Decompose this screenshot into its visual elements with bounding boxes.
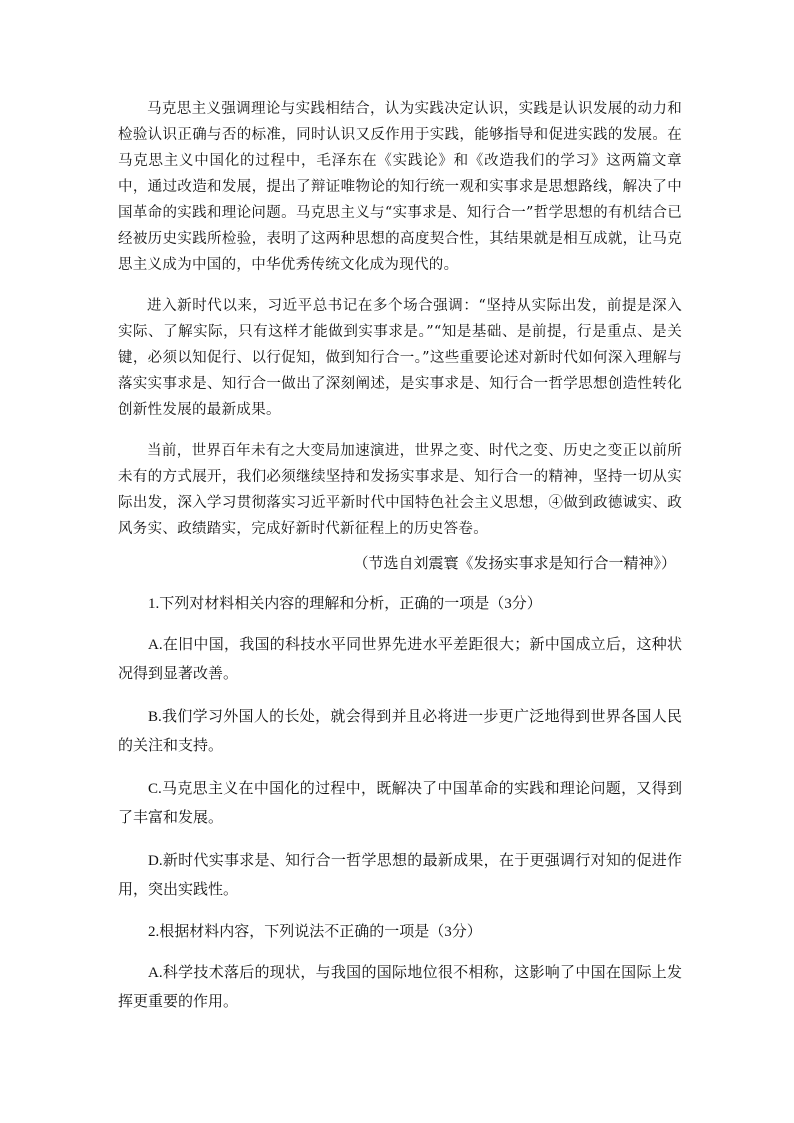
question-1-stem: 1.下列对材料相关内容的理解和分析，正确的一项是（3分）: [148, 596, 542, 612]
passage-paragraph-2: 进入新时代以来，习近平总书记在多个场合强调：“坚持从实际出发，前提是深入实际、了解实际，只有这样才能做到实事求是。”“知是基础、是前提，行是重点、是关键，必须以知促行、以行促知，做到知行合一。”这些重要论述对新时代如何深入理解与落实实事求是、知行合一做出了深刻阐述，是实事求是、知行合一哲学思想创造性转化创新性发展的最新成果。: [118, 298, 682, 418]
question-1-option-c: C.马克思主义在中国化的过程中，既解决了中国革命的实践和理论问题，又得到了丰富和发展。: [118, 781, 682, 826]
passage-source: （节选自刘震寰《发扬实事求是知行合一精神》）: [353, 556, 676, 572]
document-body: [118, 96, 682, 1017]
passage-paragraph-3: 当前，世界百年未有之大变局加速演进，世界之变、时代之变、历史之变正以前所未有的方式展开，我们必须继续坚持和发扬实事求是、知行合一的精神，坚持一切从实际出发，深入学习贯彻落实习近平新时代中国特色社会主义思想，④做到政德诚实、政风务实、政绩踏实，完成好新时代新征程上的历史答卷。: [118, 443, 682, 537]
question-1-option-d: D.新时代实事求是、知行合一哲学思想的最新成果，在于更强调行对知的促进作用，突出实践性。: [118, 853, 682, 898]
question-1-option-b: B.我们学习外国人的长处，就会得到并且必将进一步更广泛地得到世界各国人民的关注和支持。: [118, 709, 682, 754]
question-2-option-a: A.科学技术落后的现状，与我国的国际地位很不相称，这影响了中国在国际上发挥更重要的作用。: [118, 965, 682, 1010]
passage-paragraph-1: 马克思主义强调理论与实践相结合，认为实践决定认识，实践是认识发展的动力和检验认识正确与否的标准，同时认识又反作用于实践，能够指导和促进实践的发展。在马克思主义中国化的过程中，毛泽东在《实践论》和《改造我们的学习》这两篇文章中，通过改造和发展，提出了辩证唯物论的知行统一观和实事求是思想路线，解决了中国革命的实践和理论问题。马克思主义与“实事求是、知行合一”哲学思想的有机结合已经被历史实践所检验，表明了这两种思想的高度契合性，其结果就是相互成就，让马克思主义成为中国的，中华优秀传统文化成为现代的。: [118, 101, 682, 273]
question-2-stem: 2.根据材料内容，下列说法不正确的一项是（3分）: [148, 924, 482, 940]
question-1-option-a: A.在旧中国，我国的科技水平同世界先进水平差距很大；新中国成立后，这种状况得到显著改善。: [118, 637, 682, 682]
